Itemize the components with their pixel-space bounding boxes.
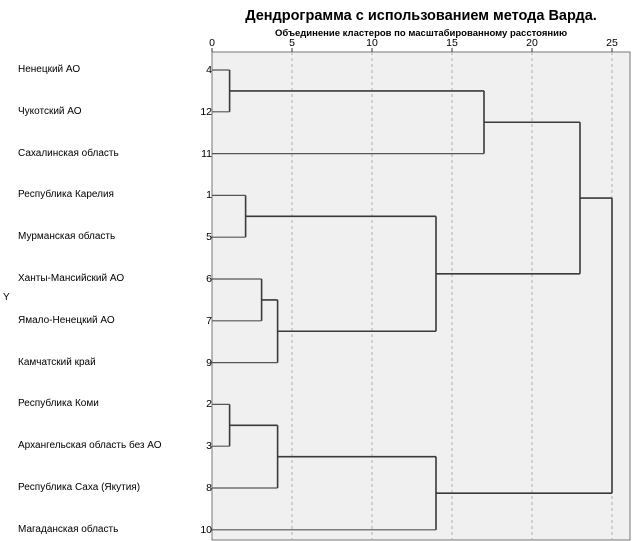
x-tick-label: 10: [366, 37, 378, 49]
leaf-id: 7: [206, 314, 212, 327]
leaf-label: Ненецкий АО: [18, 64, 81, 75]
leaf-label: Ханты-Мансийский АО: [18, 273, 125, 284]
leaf-label: Республика Карелия: [18, 189, 114, 201]
leaf-label: Камчатский край: [18, 356, 96, 368]
leaf-id: 3: [206, 440, 212, 453]
plot-area: [212, 52, 630, 540]
leaf-id: 2: [206, 398, 212, 411]
leaf-label: Республика Саха (Якутия): [18, 482, 141, 493]
leaf-label: Архангельская область без АО: [18, 440, 162, 452]
leaf-label: Чукотский АО: [18, 105, 82, 117]
leaf-id: 9: [206, 356, 212, 369]
leaf-label: Ямало-Ненецкий АО: [18, 314, 115, 326]
leaf-label: Сахалинская область: [18, 147, 119, 159]
leaf-label: Республика Коми: [18, 398, 99, 410]
x-tick-label: 25: [606, 37, 618, 49]
leaf-id: 8: [206, 482, 212, 494]
leaf-id: 5: [206, 231, 212, 244]
leaf-id: 4: [206, 64, 212, 76]
leaf-label: Магаданская область: [18, 523, 119, 535]
x-tick-label: 15: [446, 37, 458, 49]
x-tick-label: 0: [209, 37, 215, 49]
x-tick-label: 5: [289, 37, 295, 49]
y-axis-label: Y: [3, 292, 10, 303]
leaf-id: 10: [200, 523, 212, 536]
chart-title: Дендрограмма с использованием метода Варда.: [245, 8, 597, 24]
leaf-id: 11: [201, 147, 212, 160]
leaf-id: 1: [206, 189, 212, 202]
chart-subtitle: Объединение кластеров по масштабированному расстоянию: [274, 28, 568, 39]
leaf-label: Мурманская область: [18, 231, 116, 243]
leaf-id: 12: [200, 105, 212, 118]
x-tick-label: 20: [526, 37, 538, 49]
leaf-id: 6: [206, 273, 212, 285]
